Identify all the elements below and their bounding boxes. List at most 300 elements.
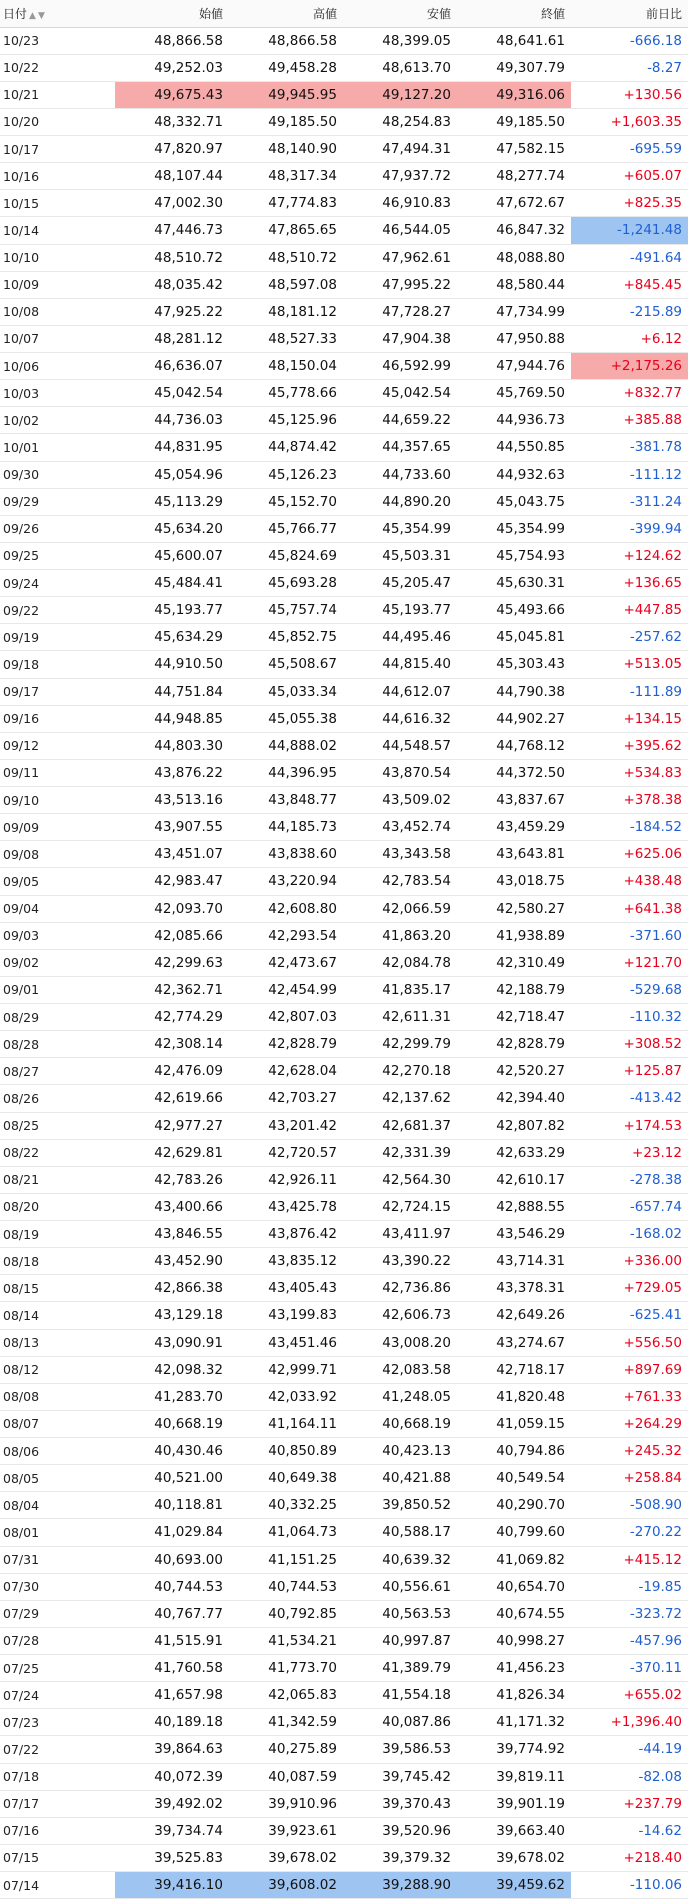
high-column-header[interactable]: 高値 [229,0,343,27]
change-cell: +556.50 [571,1329,688,1356]
low-cell: 47,494.31 [343,136,457,163]
open-cell: 43,876.22 [115,759,229,786]
change-cell: -413.42 [571,1085,688,1112]
change-cell: +845.45 [571,271,688,298]
open-cell: 42,476.09 [115,1058,229,1085]
table-row [0,1085,688,1112]
change-cell: -311.24 [571,488,688,515]
low-cell: 43,452.74 [343,814,457,841]
table-row [0,1302,688,1329]
change-cell: +641.38 [571,895,688,922]
high-cell: 47,865.65 [229,217,343,244]
date-cell: 07/30 [0,1573,115,1600]
close-cell: 42,718.17 [457,1356,571,1383]
open-cell: 42,783.26 [115,1166,229,1193]
date-cell: 09/22 [0,597,115,624]
open-cell: 40,693.00 [115,1546,229,1573]
change-cell: +761.33 [571,1383,688,1410]
close-cell: 43,837.67 [457,787,571,814]
change-cell: +605.07 [571,163,688,190]
low-cell: 42,270.18 [343,1058,457,1085]
change-cell: +625.06 [571,841,688,868]
date-cell: 08/20 [0,1193,115,1220]
date-cell: 10/16 [0,163,115,190]
change-cell: -657.74 [571,1193,688,1220]
close-cell: 44,936.73 [457,407,571,434]
high-cell: 43,451.46 [229,1329,343,1356]
high-cell: 45,778.66 [229,380,343,407]
high-cell: 44,396.95 [229,759,343,786]
close-cell: 40,799.60 [457,1519,571,1546]
table-row [0,81,688,108]
close-cell: 41,059.15 [457,1410,571,1437]
date-cell: 07/29 [0,1600,115,1627]
close-cell: 43,274.67 [457,1329,571,1356]
low-cell: 42,066.59 [343,895,457,922]
low-cell: 41,248.05 [343,1383,457,1410]
table-row [0,407,688,434]
sort-descending-icon[interactable]: ▼ [37,10,45,21]
change-cell: -399.94 [571,515,688,542]
table-row [0,380,688,407]
table-row [0,1058,688,1085]
change-cell: -695.59 [571,136,688,163]
change-cell: -381.78 [571,434,688,461]
date-cell: 09/02 [0,949,115,976]
change-cell: -371.60 [571,922,688,949]
high-cell: 43,405.43 [229,1275,343,1302]
open-cell: 42,866.38 [115,1275,229,1302]
table-row [0,651,688,678]
date-column-header[interactable] [0,0,115,27]
close-cell: 43,643.81 [457,841,571,868]
close-cell: 40,674.55 [457,1600,571,1627]
table-row [0,1682,688,1709]
change-cell: -168.02 [571,1221,688,1248]
close-cell: 48,580.44 [457,271,571,298]
table-row [0,570,688,597]
change-cell: +121.70 [571,949,688,976]
table-row [0,271,688,298]
low-cell: 40,563.53 [343,1600,457,1627]
table-row [0,1465,688,1492]
table-row [0,1573,688,1600]
close-cell: 43,546.29 [457,1221,571,1248]
high-cell: 45,033.34 [229,678,343,705]
open-cell: 45,484.41 [115,570,229,597]
date-cell: 10/14 [0,217,115,244]
close-cell: 43,714.31 [457,1248,571,1275]
open-cell: 41,760.58 [115,1655,229,1682]
close-cell: 43,018.75 [457,868,571,895]
low-cell: 39,379.32 [343,1844,457,1871]
high-cell: 43,838.60 [229,841,343,868]
close-cell: 40,998.27 [457,1627,571,1654]
low-cell: 40,556.61 [343,1573,457,1600]
close-cell: 49,316.06 [457,81,571,108]
date-cell: 08/27 [0,1058,115,1085]
date-cell: 09/17 [0,678,115,705]
date-cell: 09/11 [0,759,115,786]
open-cell: 45,634.20 [115,515,229,542]
table-row [0,1383,688,1410]
high-cell: 39,923.61 [229,1817,343,1844]
change-cell: -508.90 [571,1492,688,1519]
low-cell: 44,495.46 [343,624,457,651]
date-cell: 10/06 [0,353,115,380]
high-cell: 42,807.03 [229,1004,343,1031]
close-cell: 47,950.88 [457,325,571,352]
low-cell: 40,421.88 [343,1465,457,1492]
high-cell: 42,703.27 [229,1085,343,1112]
table-row [0,597,688,624]
table-row [0,1709,688,1736]
table-row [0,1492,688,1519]
close-column-header[interactable]: 終値 [457,0,571,27]
low-cell: 47,962.61 [343,244,457,271]
low-cell: 41,554.18 [343,1682,457,1709]
close-cell: 45,303.43 [457,651,571,678]
low-cell: 44,616.32 [343,705,457,732]
change-cell: +825.35 [571,190,688,217]
date-cell: 10/17 [0,136,115,163]
close-cell: 39,819.11 [457,1763,571,1790]
close-cell: 42,520.27 [457,1058,571,1085]
close-cell: 47,944.76 [457,353,571,380]
date-cell: 07/15 [0,1844,115,1871]
open-cell: 45,054.96 [115,461,229,488]
change-cell: +308.52 [571,1031,688,1058]
low-cell: 47,904.38 [343,325,457,352]
open-cell: 40,744.53 [115,1573,229,1600]
low-cell: 44,890.20 [343,488,457,515]
close-cell: 42,807.82 [457,1112,571,1139]
high-cell: 42,454.99 [229,976,343,1003]
low-cell: 42,564.30 [343,1166,457,1193]
high-cell: 48,597.08 [229,271,343,298]
change-cell: -14.62 [571,1817,688,1844]
change-cell: +415.12 [571,1546,688,1573]
high-cell: 45,126.23 [229,461,343,488]
close-cell: 47,582.15 [457,136,571,163]
change-cell: +1,396.40 [571,1709,688,1736]
low-cell: 40,087.86 [343,1709,457,1736]
date-cell: 10/07 [0,325,115,352]
low-cell: 42,681.37 [343,1112,457,1139]
table-row [0,1817,688,1844]
table-row [0,1872,688,1899]
low-cell: 44,548.57 [343,732,457,759]
change-cell: -323.72 [571,1600,688,1627]
open-cell: 44,736.03 [115,407,229,434]
high-cell: 42,608.80 [229,895,343,922]
table-row [0,1410,688,1437]
change-cell: -184.52 [571,814,688,841]
close-cell: 39,663.40 [457,1817,571,1844]
header-row [0,0,688,27]
high-cell: 42,065.83 [229,1682,343,1709]
close-cell: 43,459.29 [457,814,571,841]
table-row [0,108,688,135]
low-cell: 45,354.99 [343,515,457,542]
date-cell: 08/13 [0,1329,115,1356]
change-cell: +897.69 [571,1356,688,1383]
table-row [0,678,688,705]
change-cell: +23.12 [571,1139,688,1166]
open-cell: 44,910.50 [115,651,229,678]
high-cell: 41,151.25 [229,1546,343,1573]
table-row [0,27,688,54]
low-column-header[interactable]: 安値 [343,0,457,27]
low-cell: 48,399.05 [343,27,457,54]
high-cell: 48,510.72 [229,244,343,271]
close-cell: 40,794.86 [457,1438,571,1465]
open-cell: 42,085.66 [115,922,229,949]
open-cell: 42,619.66 [115,1085,229,1112]
close-cell: 39,459.62 [457,1872,571,1899]
high-cell: 45,055.38 [229,705,343,732]
table-row [0,1329,688,1356]
close-cell: 42,610.17 [457,1166,571,1193]
date-cell: 09/12 [0,732,115,759]
high-cell: 40,850.89 [229,1438,343,1465]
date-cell: 08/12 [0,1356,115,1383]
low-cell: 42,331.39 [343,1139,457,1166]
change-cell: +125.87 [571,1058,688,1085]
open-cell: 40,430.46 [115,1438,229,1465]
low-cell: 42,724.15 [343,1193,457,1220]
low-cell: 42,736.86 [343,1275,457,1302]
low-cell: 46,592.99 [343,353,457,380]
close-cell: 41,456.23 [457,1655,571,1682]
open-cell: 42,093.70 [115,895,229,922]
open-cell: 43,513.16 [115,787,229,814]
table-row [0,1166,688,1193]
close-cell: 42,828.79 [457,1031,571,1058]
date-cell: 09/26 [0,515,115,542]
high-cell: 49,185.50 [229,108,343,135]
low-cell: 44,815.40 [343,651,457,678]
low-cell: 43,390.22 [343,1248,457,1275]
open-cell: 42,308.14 [115,1031,229,1058]
open-cell: 41,029.84 [115,1519,229,1546]
change-cell: +447.85 [571,597,688,624]
table-row [0,1600,688,1627]
table-row [0,732,688,759]
high-cell: 48,866.58 [229,27,343,54]
open-cell: 43,452.90 [115,1248,229,1275]
change-cell: +258.84 [571,1465,688,1492]
date-cell: 10/23 [0,27,115,54]
open-cell: 42,299.63 [115,949,229,976]
change-cell: -111.89 [571,678,688,705]
table-row [0,1736,688,1763]
change-cell: -82.08 [571,1763,688,1790]
high-cell: 45,766.77 [229,515,343,542]
table-row [0,298,688,325]
open-cell: 42,629.81 [115,1139,229,1166]
close-cell: 39,678.02 [457,1844,571,1871]
close-cell: 44,902.27 [457,705,571,732]
close-cell: 41,820.48 [457,1383,571,1410]
open-cell: 41,283.70 [115,1383,229,1410]
table-row [0,705,688,732]
date-cell: 10/10 [0,244,115,271]
open-cell: 40,072.39 [115,1763,229,1790]
table-row [0,515,688,542]
low-cell: 44,733.60 [343,461,457,488]
change-cell: -278.38 [571,1166,688,1193]
table-row [0,54,688,81]
low-cell: 45,503.31 [343,542,457,569]
date-cell: 09/10 [0,787,115,814]
high-cell: 48,140.90 [229,136,343,163]
date-cell: 10/03 [0,380,115,407]
table-row [0,814,688,841]
table-row [0,244,688,271]
low-cell: 42,137.62 [343,1085,457,1112]
change-cell: -457.96 [571,1627,688,1654]
date-cell: 07/23 [0,1709,115,1736]
low-cell: 44,659.22 [343,407,457,434]
open-cell: 43,451.07 [115,841,229,868]
change-cell: +729.05 [571,1275,688,1302]
open-cell: 45,193.77 [115,597,229,624]
table-row [0,1844,688,1871]
low-cell: 49,127.20 [343,81,457,108]
low-cell: 39,850.52 [343,1492,457,1519]
table-row [0,949,688,976]
date-cell: 07/31 [0,1546,115,1573]
change-cell: -1,241.48 [571,217,688,244]
open-cell: 45,600.07 [115,542,229,569]
open-cell: 42,362.71 [115,976,229,1003]
open-cell: 47,002.30 [115,190,229,217]
low-cell: 41,835.17 [343,976,457,1003]
table-body [0,27,688,1899]
low-cell: 47,995.22 [343,271,457,298]
high-cell: 43,835.12 [229,1248,343,1275]
change-cell: +245.32 [571,1438,688,1465]
change-cell: +395.62 [571,732,688,759]
close-cell: 40,290.70 [457,1492,571,1519]
high-cell: 48,181.12 [229,298,343,325]
change-column-header[interactable]: 前日比 [571,0,688,27]
table-row [0,922,688,949]
date-cell: 07/18 [0,1763,115,1790]
date-cell: 08/07 [0,1410,115,1437]
low-cell: 43,411.97 [343,1221,457,1248]
close-cell: 48,088.80 [457,244,571,271]
high-cell: 45,852.75 [229,624,343,651]
table-row [0,163,688,190]
high-cell: 44,185.73 [229,814,343,841]
close-cell: 41,069.82 [457,1546,571,1573]
change-cell: -257.62 [571,624,688,651]
high-cell: 40,275.89 [229,1736,343,1763]
low-cell: 43,008.20 [343,1329,457,1356]
open-cell: 39,492.02 [115,1790,229,1817]
low-cell: 42,084.78 [343,949,457,976]
open-cell: 40,118.81 [115,1492,229,1519]
open-cell: 48,866.58 [115,27,229,54]
date-cell: 09/30 [0,461,115,488]
high-cell: 39,608.02 [229,1872,343,1899]
date-cell: 07/28 [0,1627,115,1654]
high-cell: 45,824.69 [229,542,343,569]
high-cell: 43,201.42 [229,1112,343,1139]
low-cell: 46,910.83 [343,190,457,217]
open-cell: 43,846.55 [115,1221,229,1248]
low-cell: 42,611.31 [343,1004,457,1031]
high-cell: 45,125.96 [229,407,343,434]
close-cell: 39,901.19 [457,1790,571,1817]
date-cell: 09/08 [0,841,115,868]
high-cell: 40,792.85 [229,1600,343,1627]
high-cell: 42,720.57 [229,1139,343,1166]
high-cell: 48,527.33 [229,325,343,352]
high-cell: 49,945.95 [229,81,343,108]
open-column-header[interactable]: 始値 [115,0,229,27]
date-cell: 07/22 [0,1736,115,1763]
close-cell: 44,768.12 [457,732,571,759]
date-cell: 09/03 [0,922,115,949]
close-cell: 44,372.50 [457,759,571,786]
change-cell: +6.12 [571,325,688,352]
high-cell: 45,757.74 [229,597,343,624]
table-row [0,1790,688,1817]
date-cell: 08/29 [0,1004,115,1031]
close-cell: 47,672.67 [457,190,571,217]
date-cell: 10/01 [0,434,115,461]
change-cell: +2,175.26 [571,353,688,380]
open-cell: 42,977.27 [115,1112,229,1139]
high-cell: 41,534.21 [229,1627,343,1654]
low-cell: 41,863.20 [343,922,457,949]
open-cell: 44,751.84 [115,678,229,705]
change-cell: +174.53 [571,1112,688,1139]
low-cell: 40,668.19 [343,1410,457,1437]
change-cell: -110.06 [571,1872,688,1899]
date-cell: 08/19 [0,1221,115,1248]
open-cell: 39,734.74 [115,1817,229,1844]
date-cell: 08/21 [0,1166,115,1193]
date-cell: 07/24 [0,1682,115,1709]
sort-ascending-icon[interactable]: ▲ [29,10,36,21]
close-cell: 42,188.79 [457,976,571,1003]
open-cell: 39,864.63 [115,1736,229,1763]
open-cell: 48,510.72 [115,244,229,271]
low-cell: 42,083.58 [343,1356,457,1383]
open-cell: 42,098.32 [115,1356,229,1383]
change-cell: +385.88 [571,407,688,434]
high-cell: 42,926.11 [229,1166,343,1193]
high-cell: 43,199.83 [229,1302,343,1329]
close-cell: 41,826.34 [457,1682,571,1709]
change-cell: +134.15 [571,705,688,732]
open-cell: 42,983.47 [115,868,229,895]
close-cell: 42,394.40 [457,1085,571,1112]
date-cell: 08/06 [0,1438,115,1465]
close-cell: 45,754.93 [457,542,571,569]
high-cell: 49,458.28 [229,54,343,81]
date-cell: 09/25 [0,542,115,569]
change-cell: -111.12 [571,461,688,488]
table-row [0,190,688,217]
close-cell: 48,277.74 [457,163,571,190]
low-cell: 40,997.87 [343,1627,457,1654]
close-cell: 42,718.47 [457,1004,571,1031]
